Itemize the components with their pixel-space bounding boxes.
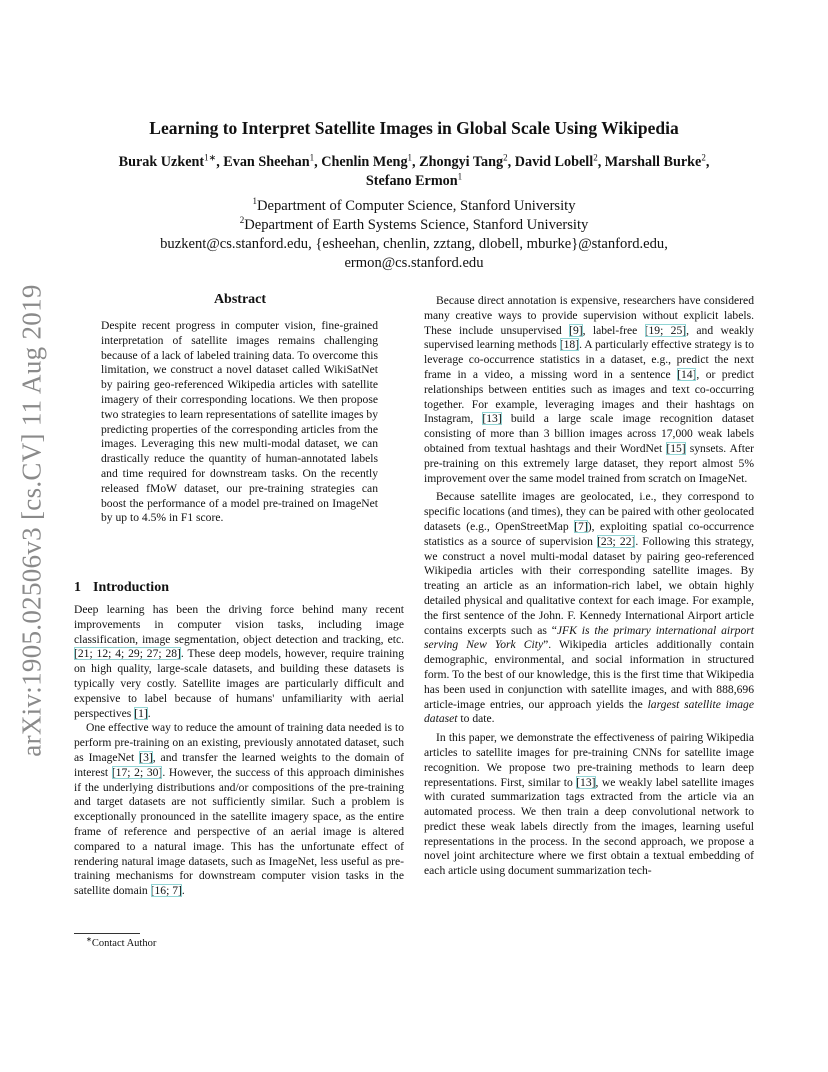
text-run: One effective way to reduce the amount of training data needed is to perform pre-training on an existing, previously annotated dataset, such as ImageNet [74, 721, 404, 764]
text-run: . Following this strategy, we construct a novel multi-modal dataset by pairing geo-referenced Wikipedia articles with their corresponding satellite images. By treating an article as an information-rich label, we obtain highly detailed physical and qualitative context for each image. For example, the first sentence of the John. F. Kennedy International Airport article contains excerpts such as “ [424, 534, 754, 637]
text-run: Because satellite images are geolocated, i.e., they correspond to specific locations (and times), they can be paired with other geolocated datasets (e.g., OpenStreetMap [424, 490, 754, 533]
footnote: ∗Contact Author [86, 935, 157, 949]
citation-link[interactable]: [23; 22] [597, 534, 636, 548]
citation-link[interactable]: [3] [139, 750, 153, 764]
footnote-rule [74, 933, 140, 934]
text-run: , and weakly supervised learning methods [424, 323, 754, 352]
text-run: . These deep models, however, require training on high quality, large-scale datasets, and building these datasets is typically very costly. Satellite images are particularly difficult and expensive to label because of humans' unfamiliarity with aerial perspectives [74, 647, 404, 720]
citation-link[interactable]: [13] [482, 412, 502, 426]
citation-link[interactable]: [14] [677, 367, 697, 381]
text-run: ), exploiting spatial co-occurrence statistics as a source of supervision [424, 519, 754, 548]
arxiv-stamp [12, 280, 52, 760]
emphasis-text: JFK is the primary international airport serving New York City [424, 623, 754, 652]
text-run: Because direct annotation is expensive, researchers have considered many creative ways to provide supervision without explicit labels. These include unsupervised [424, 294, 754, 337]
citation-link[interactable]: [9] [569, 323, 583, 337]
intro-left-column [74, 603, 404, 899]
text-run: . A particularly effective strategy is to leverage co-occurrence statistics in a dataset, e.g., predict the next frame in a video, a missing word in a sentence [424, 338, 754, 381]
intro-paragraph-2 [74, 721, 404, 899]
section-title: Introduction [93, 580, 169, 595]
abstract-body: Despite recent progress in computer vision, fine-grained interpretation of satellite images remains challenging because of a lack of labeled training data. To overcome this limitation, we construct a novel dataset called WikiSatNet by pairing geo-referenced Wikipedia articles with satellite imagery of their corresponding locations. We then propose two strategies to learn representations of satellite images by predicting properties of the corresponding articles from the images. Leveraging this new multi-modal dataset, we can drastically reduce the quantity of human-annotated labels and time required for downstream tasks. On the recently released fMoW dataset, our pre-training strategies can boost the performance of a model pre-trained on ImageNet by up to 4.5% in F1 score. [101, 319, 378, 525]
text-run: , we weakly label satellite images with curated summarization tags extracted from the article via an automated process. We then train a deep convolutional network to predict these weak labels directly from the images, learning useful representations in the process. In the second approach, we propose a novel joint architecture where we first obtain a textual embedding of each article using document summarization tech- [424, 775, 754, 878]
abstract-heading: Abstract [213, 292, 267, 307]
author-1: Burak Uzkent$^{1∗}$, [118, 152, 224, 170]
paper-title: Learning to Interpret Satellite Images in Global Scale Using Wikipedia [149, 118, 679, 138]
email-line-2: ermon@cs.stanford.edu [344, 255, 484, 271]
citation-link[interactable]: [16; 7] [150, 884, 182, 898]
citation-link[interactable]: [15] [666, 441, 686, 455]
text-run: ”. Wikipedia articles additionally contain demographic, environmental, and social information in structured form. To the best of our knowledge, this is the first time that Wikipedia has been used in conjunction with satellite images, and with 888,696 article-image entries, our approach yields the [424, 638, 754, 711]
affiliation-2: $^2$Department of Earth Systems Science, Stanford University [239, 215, 589, 233]
text-run: . However, the success of this approach diminishes if the underlying distributions and/or compositions of the pre-training and target datasets are not sufficiently similar. Such a problem is exceptionally pronounced in the satellite imagery space, as the entire frame of reference and perspective of an aerial image is altered compared to a natural image. This has the unfortunate effect of rendering natural image datasets, such as ImageNet, less useful as pre-training mechanisms for downstream computer vision tasks in the satellite domain [74, 765, 404, 898]
citation-link[interactable]: [1] [134, 706, 148, 720]
intro-paragraph-5 [424, 731, 754, 879]
text-run: , label-free [582, 323, 645, 337]
author-5: David Lobell$^2$, [514, 152, 605, 170]
intro-right-column [424, 294, 754, 879]
citation-link[interactable]: [21; 12; 4; 29; 27; 28] [74, 647, 181, 661]
text-run: , and transfer the learned weights to the domain of interest [74, 750, 404, 779]
section-number: 1 [74, 580, 81, 595]
text-run: synsets. After pre-training on this extremely large dataset, they report almost 5% improvement over the same model trained from scratch on ImageNet. [424, 441, 754, 485]
author-3: Chenlin Meng$^1$, [321, 152, 420, 170]
text-run: build a large scale image recognition dataset consisting of more than 3 billion images across 17,000 weak labels obtained from textual hashtags and their WordNet [424, 412, 755, 455]
author-7: Stefano Ermon$^1$ [365, 171, 463, 189]
intro-paragraph-4 [424, 490, 754, 727]
author-list [64, 153, 764, 191]
text-run: , or predict relationships between entities such as images and text co-occurring together. For example, leveraging images and their hashtags on Instagram, [424, 367, 754, 426]
section-heading-introduction [74, 580, 169, 596]
author-2: Evan Sheehan$^1$, [223, 152, 322, 170]
citation-link[interactable]: [18] [559, 338, 580, 352]
affiliation-1: $^1$Department of Computer Science, Stanford University [252, 196, 576, 214]
intro-paragraph-3 [424, 294, 754, 486]
citation-link[interactable]: [7] [574, 519, 588, 533]
author-4: Zhongyi Tang$^2$, [419, 152, 515, 170]
email-line-1: buzkent@cs.stanford.edu, {esheehan, chenlin, zztang, dlobell, mburke}@stanford.edu, [160, 236, 668, 252]
author-emails [80, 235, 748, 273]
text-run: In this paper, we demonstrate the effectiveness of pairing Wikipedia articles to satellite images for pre-training CNNs for satellite image recognition. We propose two pre-training methods to learn deep representations. First, similar to [424, 731, 754, 789]
citation-link[interactable]: [13] [576, 775, 596, 789]
intro-paragraph-1 [74, 603, 404, 721]
arxiv-stamp-text: arXiv:1905.02506v3 [cs.CV] 11 Aug 2019 [16, 283, 47, 757]
citation-link[interactable]: [17; 2; 30] [111, 765, 163, 779]
citation-link[interactable]: [19; 25] [644, 323, 687, 337]
author-6: Marshall Burke$^2$, [604, 152, 710, 170]
text-run: . [147, 706, 151, 720]
emphasis-text: largest satellite image dataset [424, 697, 754, 726]
text-run: . [181, 884, 185, 898]
text-run: to date. [457, 712, 495, 726]
text-run: Deep learning has been the driving force behind many recent improvements in computer vision tasks, including image classification, image segmentation, object detection and tracking, etc. [74, 603, 404, 646]
